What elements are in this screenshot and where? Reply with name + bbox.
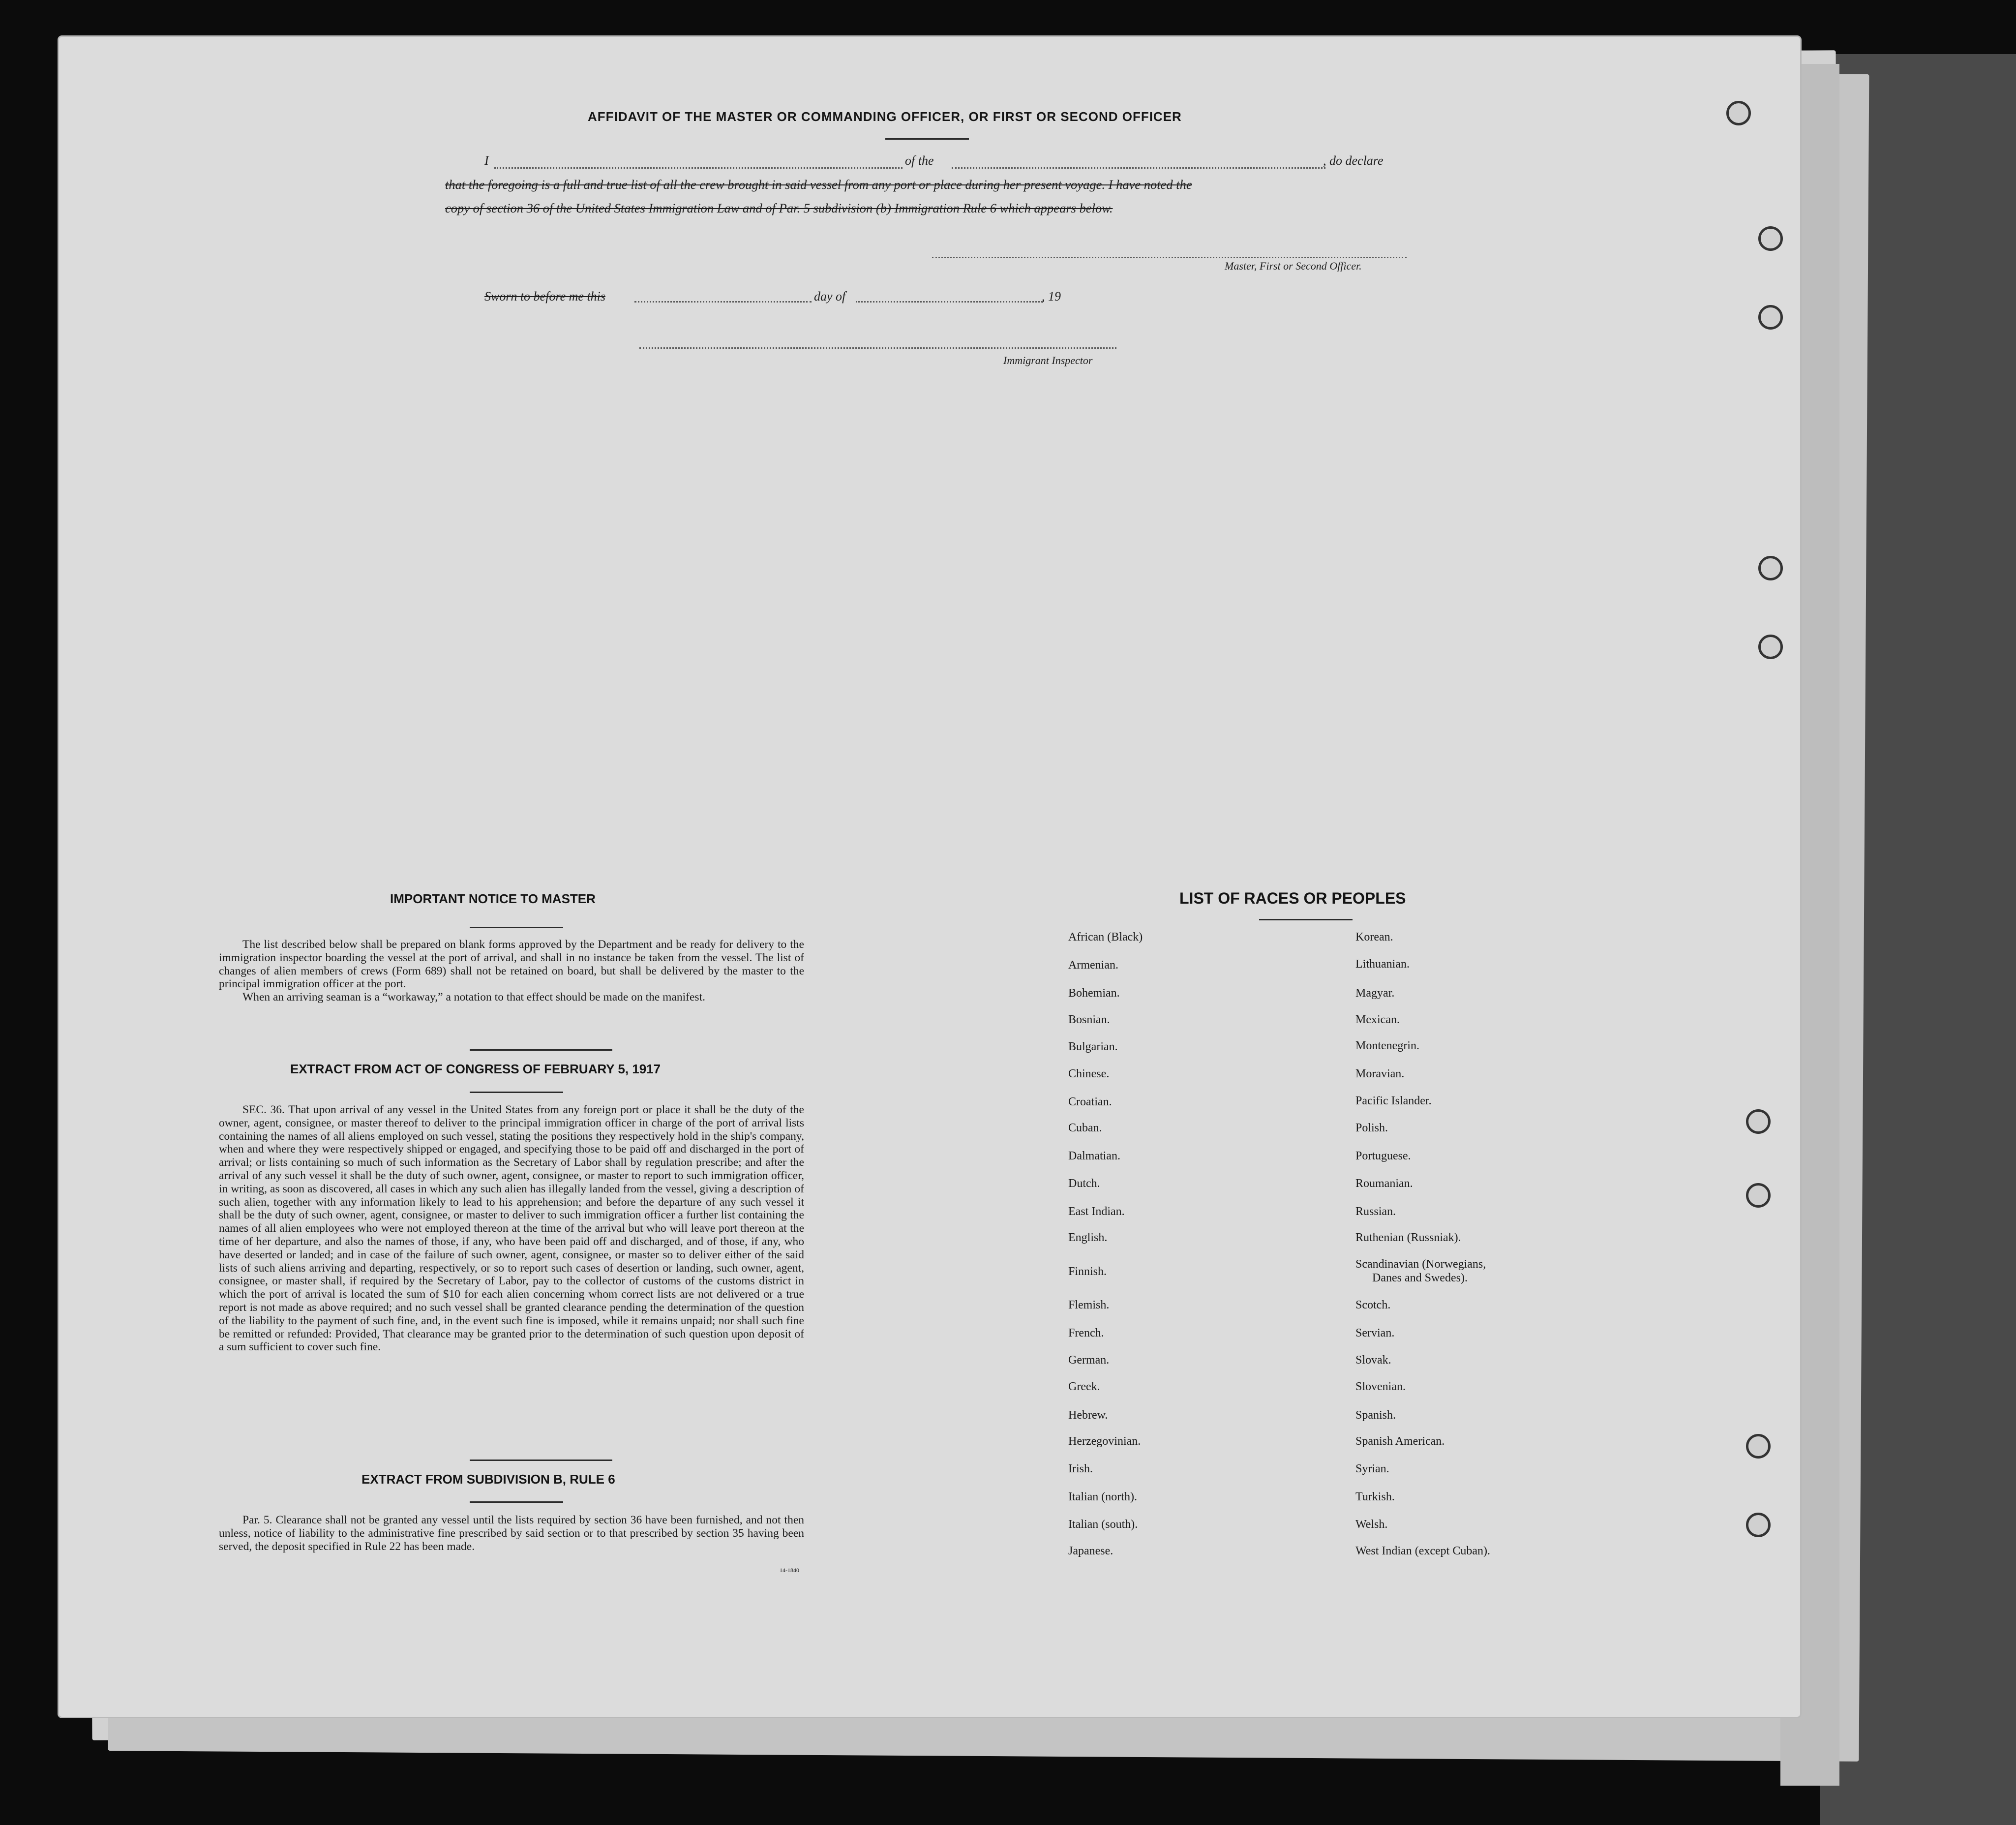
race-item: Spanish American. — [1355, 1435, 1445, 1448]
race-item-continued: Danes and Swedes). — [1372, 1272, 1468, 1284]
race-item: Croatian. — [1068, 1095, 1112, 1108]
race-item: Servian. — [1355, 1327, 1395, 1339]
race-item: Moravian. — [1355, 1067, 1405, 1080]
form-page — [59, 37, 1800, 1717]
section-rule — [470, 1501, 563, 1503]
affidavit-declare: , do declare — [1323, 153, 1384, 168]
name-blank — [494, 167, 903, 169]
race-item: Mexican. — [1355, 1013, 1400, 1026]
sworn-text: Sworn to before me this — [484, 289, 606, 304]
race-item: German. — [1068, 1354, 1110, 1367]
section-rule — [1259, 919, 1353, 920]
race-item: Bohemian. — [1068, 987, 1120, 1000]
race-item: Lithuanian. — [1355, 958, 1410, 971]
signature-label: Master, First or Second Officer. — [1225, 260, 1362, 272]
race-item: African (Black) — [1068, 931, 1143, 943]
act-extract-text — [219, 1103, 804, 1453]
affidavit-of-the: of the — [905, 153, 934, 168]
race-item: Spanish. — [1355, 1409, 1396, 1422]
day-blank — [634, 301, 812, 303]
race-item: Scandinavian (Norwegians, — [1355, 1258, 1486, 1271]
race-item: Slovenian. — [1355, 1380, 1406, 1393]
title-rule — [885, 138, 969, 140]
section-rule — [470, 927, 563, 928]
race-item: Armenian. — [1068, 959, 1118, 972]
section-rule — [470, 1049, 612, 1051]
race-item: Chinese. — [1068, 1067, 1110, 1080]
affidavit-line2: that the foregoing is a full and true list of all the crew brought in said vessel from any port or place during her present voyage. I have noted the — [445, 177, 1192, 192]
ring-hole — [1746, 1183, 1771, 1208]
race-item: Portuguese. — [1355, 1150, 1411, 1162]
race-item: Korean. — [1355, 931, 1393, 943]
race-item: East Indian. — [1068, 1205, 1125, 1218]
notice-title: IMPORTANT NOTICE TO MASTER — [390, 891, 596, 906]
ring-hole — [1746, 1513, 1771, 1537]
races-title: LIST OF RACES OR PEOPLES — [1179, 889, 1406, 907]
race-item: Welsh. — [1355, 1518, 1388, 1531]
ring-hole — [1746, 1434, 1771, 1459]
ring-hole — [1758, 635, 1783, 659]
section-rule — [470, 1460, 612, 1461]
race-item: Roumanian. — [1355, 1177, 1413, 1190]
race-item: Pacific Islander. — [1355, 1095, 1432, 1107]
race-item: French. — [1068, 1327, 1104, 1339]
race-item: Herzegovinian. — [1068, 1435, 1141, 1448]
race-item: Irish. — [1068, 1462, 1093, 1475]
race-item: Bulgarian. — [1068, 1040, 1118, 1053]
race-item: Dutch. — [1068, 1177, 1100, 1190]
race-item: Greek. — [1068, 1380, 1100, 1393]
rule-extract-text — [219, 1514, 804, 1553]
race-item: Bosnian. — [1068, 1013, 1110, 1026]
race-item: Flemish. — [1068, 1299, 1110, 1311]
vessel-blank — [952, 167, 1325, 169]
signature-line — [932, 257, 1407, 258]
rule-extract-title: EXTRACT FROM SUBDIVISION B, RULE 6 — [361, 1472, 615, 1487]
inspector-signature-line — [639, 347, 1116, 349]
race-item: Scotch. — [1355, 1299, 1391, 1311]
month-blank — [856, 301, 1043, 303]
notice-paragraph: When an arriving seaman is a “workaway,” a notation to that effect should be made on the manifest. — [242, 991, 705, 1004]
race-item: Magyar. — [1355, 987, 1395, 1000]
race-item: Finnish. — [1068, 1265, 1107, 1278]
race-item: Montenegrin. — [1355, 1039, 1419, 1052]
race-item: Japanese. — [1068, 1545, 1113, 1557]
ring-hole — [1758, 556, 1783, 580]
race-item: English. — [1068, 1231, 1108, 1244]
rule-paragraph-5: Par. 5. Clearance shall not be granted any vessel until the lists required by section 36 have been furnished, and not then unless, notice of liability to the administrative fine prescribed by said section or to that prescribed by section 35 having been served, the deposit specified in Rule 22 has been made. — [219, 1514, 804, 1553]
affidavit-title: AFFIDAVIT OF THE MASTER OR COMMANDING OFFICER, OR FIRST OR SECOND OFFICER — [588, 109, 1182, 124]
ring-hole — [1746, 1109, 1771, 1134]
race-item: Italian (north). — [1068, 1490, 1137, 1503]
form-number: 14-1840 — [780, 1567, 799, 1574]
affidavit-line3: copy of section 36 of the United States Immigration Law and of Par. 5 subdivision (b) Immigration Rule 6 which appears below. — [445, 201, 1113, 215]
race-item: Slovak. — [1355, 1354, 1391, 1367]
race-item: Ruthenian (Russniak). — [1355, 1231, 1461, 1244]
act-extract-title: EXTRACT FROM ACT OF CONGRESS OF FEBRUARY 5, 1917 — [290, 1062, 661, 1076]
race-item: Dalmatian. — [1068, 1150, 1120, 1162]
race-item: Russian. — [1355, 1205, 1396, 1218]
ring-hole — [1758, 226, 1783, 251]
race-item: Italian (south). — [1068, 1518, 1138, 1531]
race-item: Hebrew. — [1068, 1409, 1108, 1422]
notice-text — [219, 938, 804, 1004]
ring-hole — [1726, 101, 1751, 125]
notice-paragraph: The list described below shall be prepared on blank forms approved by the Department and be ready for delivery to the immigration inspector boarding the vessel at the port of arrival, and shall in no instance be taken from the vessel. The list of changes of alien members of crews (Form 689) shall not be retained on board, but shall be delivered by the master to the principal immigration officer at the port. — [219, 938, 804, 991]
race-item: Syrian. — [1355, 1462, 1389, 1475]
sworn-year: , 19 — [1042, 289, 1061, 304]
sworn-day-of: day of — [814, 289, 846, 304]
ring-hole — [1758, 305, 1783, 330]
affidavit-i: I — [484, 153, 489, 168]
act-section-36: SEC. 36. That upon arrival of any vessel in the United States from any foreign port or place it shall be the duty of the owner, agent, consignee, or master thereof to deliver to the principal immigration officer in charge of the port of arrival lists containing the names of all aliens employed on such vessel, stating the positions they respectively hold in the ship's company, when and where they were respectively shipped or engaged, and specifying those to be paid off and discharged in the port of arrival; or lists containing so much of such information as the Secretary of Labor shall by regulation prescribe; and after the arrival of any such vessel it shall be the duty of such owner, agent, consignee, or master to report to such immigration officer, in writing, as soon as discovered, all cases in which any such alien has illegally landed from the vessel, giving a description of such alien, together with any information likely to lead to his apprehension; and before the departure of any such vessel it shall be the duty of such owner, agent, consignee, or master to deliver to such immigration officer a further list containing the names of all alien employees who were not employed thereon at the time of the arrival but who will leave port thereon at the time of her departure, and also the names of those, if any, who have been paid off and discharged, and of those, if any, who have deserted or landed; and in case of the failure of such owner, agent, consignee, or master so to deliver either of the said lists of such aliens arriving and departing, respectively, or so to report such cases of desertion or landing, such owner, agent, consignee, or master shall, if required by the Secretary of Labor, pay to the collector of customs of the customs district in which the port of arrival is located the sum of $10 for each alien concerning whom correct lists are not delivered or a true report is not made as above required; and no such vessel shall be granted clearance pending the determination of the question of the liability to the payment of such fine, and, in the event such fine is imposed, while it remains unpaid; nor shall such fine be remitted or refunded: Provided, That clearance may be granted prior to the determination of such question upon deposit of a sum sufficient to cover such fine. — [219, 1103, 804, 1354]
race-item: West Indian (except Cuban). — [1355, 1545, 1490, 1557]
race-item: Turkish. — [1355, 1490, 1395, 1503]
section-rule — [470, 1092, 563, 1093]
race-item: Polish. — [1355, 1122, 1388, 1134]
inspector-label: Immigrant Inspector — [1003, 354, 1093, 366]
race-item: Cuban. — [1068, 1122, 1102, 1134]
